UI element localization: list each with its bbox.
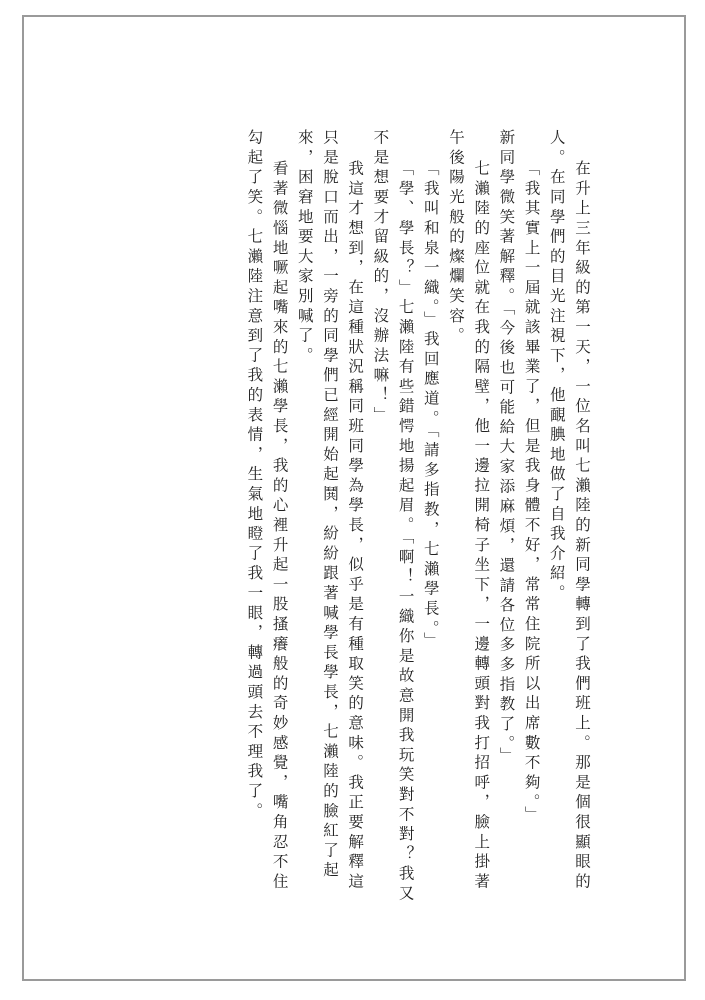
paragraph: 「學、學長？」七瀨陸有些錯愕地揚起眉。「啊！一織你是故意開我玩笑對不對？我又不是想要才留級的，沒辦法嘛！」 [371, 129, 415, 905]
paragraph: 新同學微笑著解釋。「今後也可能給大家添麻煩，還請各位多多指教了。」 [497, 129, 516, 767]
paragraph: 我這才想到，在這種狀況稱同班同學為學長，似乎是有種取笑的意味。我正要解釋這只是脫口而出，一旁的同學們已經開始起鬨，紛紛跟著喊學長學長，七瀨陸的臉紅了起來，困窘地要大家別喊了。 [295, 129, 365, 893]
page-frame [22, 15, 686, 981]
paragraph: 在升上三年級的第一天，一位名叫七瀨陸的新同學轉到了我們班上。那是個很顯眼的人。在同學們的目光注視下，他靦腆地做了自我介紹。 [547, 129, 591, 893]
paragraph: 看著微惱地噘起嘴來的七瀨學長，我的心裡升起一股搔癢般的奇妙感覺，嘴角忍不住勾起了笑。七瀨陸注意到了我的表情，生氣地瞪了我一眼，轉過頭去不理我了。 [245, 129, 289, 893]
paragraph: 「我其實上一屆就該畢業了，但是我身體不好，常常住院所以出席數不夠。」 [522, 160, 541, 826]
paragraph: 七瀨陸的座位就在我的隔壁，他一邊拉開椅子坐下，一邊轉頭對我打招呼，臉上掛著午後陽光般的燦爛笑容。 [446, 129, 491, 893]
paragraph: 「我叫和泉一織。」我回應道。「請多指教，七瀨學長。」 [421, 160, 440, 652]
story-text [241, 129, 594, 909]
